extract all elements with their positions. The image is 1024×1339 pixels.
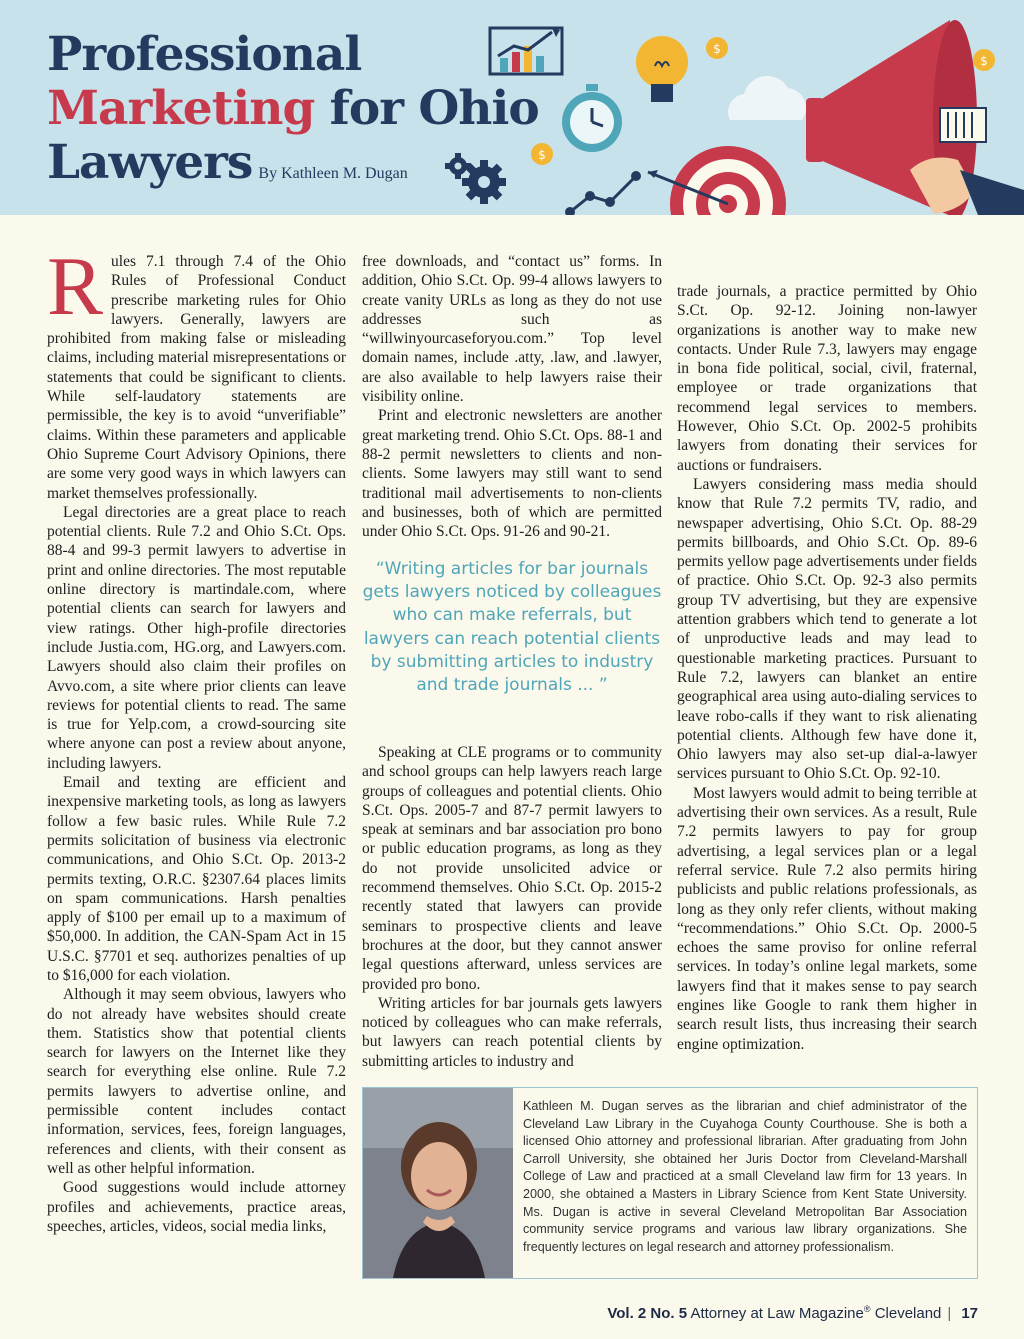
article-column-3 <box>677 282 977 1054</box>
magazine-city: Cleveland <box>874 1305 942 1322</box>
paragraph: Most lawyers would admit to being terrible at advertising their own services. As a result, Rule 7.2 permits lawyers to pay for group advertising, a legal services plan or a legal referral service. Rule 7.2 also permits hiring publicists and public relations professionals, as long as they only refer clients, without making “recommendations.” Ohio S.Ct. Op. 2000-5 echoes the same proviso for online referral services. In today’s online legal markets, some lawyers find that it makes sense to pay search engines like Google to rank them higher in search result lists, thus increasing their search engine optimization. <box>677 784 977 1053</box>
coin-icon <box>706 37 728 59</box>
paragraph: Speaking at CLE programs or to community and school groups can help lawyers reach large groups of colleagues and potential clients. Ohio S.Ct. Ops. 2005-7 and 87-7 permit lawyers to speak at seminars and bar association pro bono or public education programs, as long as they do not provide unsolicited advice or recommend themselves. Ohio S.Ct. Op. 2015-2 recently stated that lawyers can provide seminars to prospective clients and leave brochures at the door, but they cannot answer legal questions afterward, unless services are provided pro bono. <box>362 744 662 993</box>
lightbulb-icon <box>636 36 688 102</box>
clock-icon <box>562 84 622 152</box>
svg-text:$: $ <box>713 42 721 56</box>
paragraph: Email and texting are efficient and inexpensive marketing tools, as long as lawyers follow a few basic rules. While Rule 7.2 permits solicitation of business via electronic communications, and Ohio S.Ct. Op. 2013-2 permits texting, O.R.C. §2307.64 places limits on spam communications. Harsh penalties apply of $100 per email up to a maximum of $50,000. In addition, the CAN-Spam Act in 15 U.S.C. §7701 et seq. authorizes penalties of up to $16,000 for each violation. <box>47 774 346 984</box>
bar-chart-icon <box>490 28 562 74</box>
paragraph: Writing articles for bar journals gets lawyers noticed by colleagues who can make referrals, but lawyers can reach potential clients by submitting articles to industry and <box>362 994 662 1070</box>
registered-mark: ® <box>863 1304 871 1314</box>
page-number: 17 <box>961 1305 978 1322</box>
drop-cap: R <box>47 240 104 333</box>
paragraph <box>47 240 346 503</box>
magazine-name: Attorney at Law Magazine <box>690 1305 864 1322</box>
issue-volume: Vol. 2 No. 5 <box>607 1305 688 1322</box>
target-icon <box>648 146 786 215</box>
author-bio-box <box>362 1087 978 1279</box>
header-banner <box>0 0 1024 215</box>
pull-quote: “Writing articles for bar journals gets lawyers noticed by colleagues who can make referrals, but lawyers can reach potential clients by submitting articles to industry and trade journals ... ” <box>362 559 662 696</box>
paragraph: Although it may seem obvious, lawyers who do not already have websites should create them. Statistics show that potential clients search for lawyers on the Internet like they search for everything else online. Rule 7.2 permits lawyers to advertise online, and permissible content includes contact information, services, fees, foreign languages, references and clients, with their consent as well as other helpful information. <box>47 986 346 1177</box>
gear-icon <box>445 153 471 179</box>
paragraph: free downloads, and “contact us” forms. In addition, Ohio S.Ct. Op. 99-4 allows lawyers to create vanity URLs as long as they do not use addresses such as “willwinyourcaseforyou.com.” Top level domain names, include .atty, .law, and .lawyer, are also available to help lawyers raise their visibility online. <box>362 253 662 406</box>
title-line-2-rest: for Ohio <box>314 81 539 136</box>
title-line-1: Professional <box>47 27 362 82</box>
author-bio-text: Kathleen M. Dugan serves as the librarian and chief administrator of the Cleveland Law Library in the Cuyahoga County Courthouse. She is both a licensed Ohio attorney and professional librarian. After graduating from John Carroll University, she obtained her Juris Doctor from Cleveland-Marshall College of Law and practiced at a small Cleveland law firm for 13 years. In 2000, she obtained a Masters in Library Science from Kent State University. Ms. Dugan is active in several Cleveland Metropolitan Bar Association community service programs and various law library organizations. She frequently lectures on legal research and attorney professionalism. <box>523 1099 967 1254</box>
coin-icon <box>531 143 553 165</box>
line-chart-icon <box>565 171 641 215</box>
megaphone-icon <box>806 20 1024 215</box>
title-word-lawyers: Lawyers <box>47 135 253 190</box>
article-column-2-bottom <box>362 743 662 1071</box>
paragraph: trade journals, a practice permitted by Ohio S.Ct. Op. 92-12. Joining non-lawyer organizations is another way to make new contacts. Under Rule 7.3, lawyers may engage in bona fide political, social, civil, fraternal, employee or trade organizations that recommend legal services to members. However, Ohio S.Ct. Op. 2002-5 prohibits lawyers from donating their services for auctions or fundraisers. <box>677 283 977 474</box>
byline: By Kathleen M. Dugan <box>258 165 408 182</box>
page-footer <box>607 1304 978 1322</box>
svg-text:$: $ <box>538 148 546 162</box>
author-photo <box>363 1088 513 1278</box>
paragraph: Print and electronic newsletters are another great marketing trend. Ohio S.Ct. Ops. 88-1 and 88-2 permit newsletters to clients and non-clients. Some lawyers may still want to send traditional mail advertisements to non-clients and businesses, both of which are permitted under Ohio S.Ct. Ops. 91-26 and 90-21. <box>362 407 662 541</box>
article-column-2-top <box>362 252 662 541</box>
paragraph: Legal directories are a great place to reach potential clients. Rule 7.2 and Ohio S.Ct. Ops. 88-4 and 99-3 permit lawyers to advertise in print and online directories. The most reputable online directory is martindale.com, where potential clients can search for lawyers and view ratings. Other high-profile directories include Justia.com, HG.org, and Lawyers.com. Lawyers should also claim their profiles on Avvo.com, a site where prior clients can leave reviews for potential clients to read. The same is true for Yelp.com, a crowd-sourcing site where anyone can post a review about anyone, including lawyers. <box>47 503 346 772</box>
footer-separator: | <box>947 1305 952 1322</box>
coin-icon <box>973 49 995 71</box>
paragraph: Lawyers considering mass media should know that Rule 7.2 permits TV, radio, and newspaper advertising, Ohio S.Ct. Op. 88-29 permits billboards, and Ohio S.Ct. Op. 89-6 permits yellow page advertisements under fields of practice. Ohio S.Ct. Op. 92-3 also permits group TV advertising, but they are expensive attention grabbers which tend to generate a lot of unproductive leads and may lead to questionable marketing practices. Pursuant to Rule 7.2, lawyers can blanket an entire geographical area using auto-dialing services to leave robo-calls if they want to risk alienating potential clients. Although few have done it, Ohio lawyers may also set-up dial-a-lawyer services pursuant to Ohio S.Ct. Op. 92-10. <box>677 475 978 783</box>
paragraph: Good suggestions would include attorney profiles and achievements, practice areas, speeches, articles, videos, social media links, <box>47 1179 346 1235</box>
title-highlight: Marketing <box>47 81 315 136</box>
article-column-1 <box>47 240 346 1236</box>
paragraph-text: ules 7.1 through 7.4 of the Ohio Rules of Professional Conduct prescribe marketing rules for Ohio lawyers. Generally, lawyers are prohibited from making false or misleading claims, including material misrepresentations or statements that could be significant to clients. While self-laudatory statements are permissible, the key is to avoid “unverifiable” claims. Within these parameters and applicable Ohio Supreme Court Advisory Opinions, there are some very good ways in which lawyers can market themselves professionally. <box>47 253 346 502</box>
svg-text:$: $ <box>980 54 988 68</box>
cloud-icon <box>728 76 806 120</box>
header-illustration <box>440 0 1024 215</box>
